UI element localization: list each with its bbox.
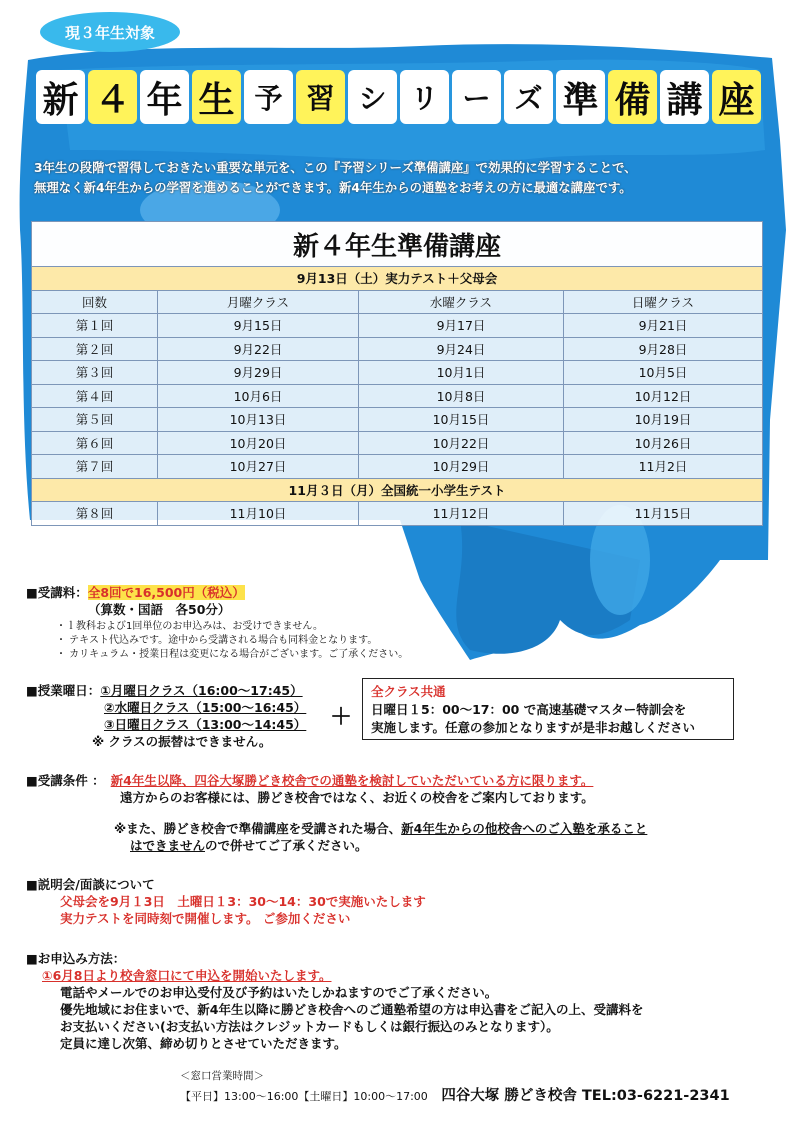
schedule-table: [31, 221, 763, 526]
title-char: ー: [452, 70, 501, 124]
intro-line: 無理なく新4年生からの学習を進めることができます。新4年生からの通塾をお考えの方に最適な講座です。: [34, 180, 632, 195]
fee-note: ・ｌ教科および1回単位のお申込みは、お受けできません。: [56, 621, 323, 632]
wednesday-date: 10月22日: [359, 431, 564, 455]
section-label: ■受講料：: [26, 585, 88, 600]
session-number: 第１回: [32, 314, 158, 338]
wednesday-date: 11月12日: [359, 502, 564, 526]
session-number: 第４回: [32, 384, 158, 408]
wednesday-date: 10月29日: [359, 455, 564, 479]
title-char: 生: [192, 70, 241, 124]
wednesday-date: 10月8日: [359, 384, 564, 408]
title-char: 年: [140, 70, 189, 124]
title-char: 講: [660, 70, 709, 124]
session-number: 第５回: [32, 408, 158, 432]
wednesday-date: 10月1日: [359, 361, 564, 385]
schedule-title: 新４年生準備講座: [32, 222, 763, 267]
title-char: シ: [348, 70, 397, 124]
conditions-note: ので併せてご了承ください。: [205, 838, 368, 853]
plus-sign: ＋: [330, 705, 353, 730]
sunday-date: 10月26日: [564, 431, 763, 455]
session-number: 第７回: [32, 455, 158, 479]
conditions-note-underlined: 新4年生からの他校舎へのご入塾を承ること: [401, 821, 648, 836]
column-header: 水曜クラス: [359, 290, 564, 314]
sunday-date: 11月2日: [564, 455, 763, 479]
wednesday-date: 9月17日: [359, 314, 564, 338]
fee-subjects: （算数・国語 各50分）: [88, 602, 231, 617]
class-item: ③日曜日クラス（13:00～14:45）: [104, 717, 307, 732]
table-row: [32, 455, 763, 479]
title-char: 備: [608, 70, 657, 124]
column-header: 日曜クラス: [564, 290, 763, 314]
sunday-date: 9月28日: [564, 337, 763, 361]
monday-date: 10月27日: [158, 455, 359, 479]
apply-line: お支払いください(お支払い方法はクレジットカードもしくは銀行振込のみとなります）。: [60, 1019, 559, 1034]
fee-note: ・ テキスト代込みです。途中から受講される場合も同料金となります。: [56, 635, 378, 646]
title-char: ４: [88, 70, 137, 124]
briefing-line: 父母会を9月１3日 土曜日１3：30～14：30で実施いたします: [60, 894, 426, 909]
title-char: 新: [36, 70, 85, 124]
title-char: 準: [556, 70, 605, 124]
conditions-note-underlined: はできません: [130, 838, 206, 853]
table-row: [32, 384, 763, 408]
monday-date: 10月6日: [158, 384, 359, 408]
table-row: [32, 361, 763, 385]
wednesday-date: 10月15日: [359, 408, 564, 432]
monday-date: 11月10日: [158, 502, 359, 526]
table-row: [32, 314, 763, 338]
apply-line: 電話やメールでのお申込受付及び予約はいたしかねますのでご了承ください。: [60, 985, 498, 1000]
test-band: 9月13日（土）実力テスト＋父母会: [32, 267, 763, 291]
monday-date: 9月29日: [158, 361, 359, 385]
class-note: ※ クラスの振替はできません。: [92, 734, 272, 749]
column-header: 回数: [32, 290, 158, 314]
office-hours: 【平日】13:00～16:00【土曜日】10:00～17:00: [180, 1090, 428, 1103]
section-label: ■受講条件 ：: [26, 773, 105, 788]
sunday-date: 10月12日: [564, 384, 763, 408]
common-class-box: [362, 678, 734, 740]
apply-line: 定員に達し次第、締め切りとさせていただきます。: [60, 1036, 347, 1051]
session-number: 第３回: [32, 361, 158, 385]
section-label: ■お申込み方法：: [26, 951, 126, 966]
briefing-section: [26, 876, 426, 927]
monday-date: 9月22日: [158, 337, 359, 361]
intro-text: [34, 158, 774, 198]
title-char: リ: [400, 70, 449, 124]
fee-note: ・ カリキュラム・授業日程は変更になる場合がございます。ご了承ください。: [56, 649, 409, 660]
table-row: [32, 408, 763, 432]
page-title: [36, 70, 761, 124]
common-box-line: 実施します。任意の参加となりますが是非お越しください: [371, 720, 696, 735]
conditions-main: 新4年生以降、四谷大塚勝どき校舎での通塾を検討していただいている方に限ります。: [110, 773, 594, 788]
classes-section: [26, 682, 306, 750]
title-char: 習: [296, 70, 345, 124]
table-row: [32, 502, 763, 526]
conditions-sub: 遠方からのお客様には、勝どき校舎ではなく、お近くの校舎をご案内しております。: [120, 790, 594, 805]
monday-date: 9月15日: [158, 314, 359, 338]
footer: [180, 1084, 730, 1105]
session-number: 第２回: [32, 337, 158, 361]
test-band: 11月３日（月）全国統一小学生テスト: [32, 478, 763, 502]
conditions-section: [26, 772, 647, 854]
sunday-date: 10月5日: [564, 361, 763, 385]
title-char: 座: [712, 70, 761, 124]
section-label: ■説明会/面談について: [26, 877, 155, 892]
target-badge: 現３年生対象: [40, 12, 180, 52]
conditions-note: ※また、勝どき校舎で準備講座を受講された場合、: [114, 821, 402, 836]
common-box-line: 日曜日１5：00～17：00 で高速基礎マスター特訓会を: [371, 702, 687, 717]
table-row: [32, 431, 763, 455]
title-char: ズ: [504, 70, 553, 124]
wednesday-date: 9月24日: [359, 337, 564, 361]
section-label: ■授業曜日：: [26, 683, 101, 698]
fee-amount: 全8回で16,500円（税込）: [87, 585, 245, 600]
class-item: ①月曜日クラス（16:00～17:45）: [100, 683, 303, 698]
sunday-date: 10月19日: [564, 408, 763, 432]
column-header: 月曜クラス: [158, 290, 359, 314]
session-number: 第８回: [32, 502, 158, 526]
monday-date: 10月13日: [158, 408, 359, 432]
title-char: 予: [244, 70, 293, 124]
table-row: [32, 337, 763, 361]
fee-section: [26, 584, 408, 662]
intro-line: 3年生の段階で習得しておきたい重要な単元を、この『予習シリーズ準備講座』で効果的に学習することで、: [34, 160, 637, 175]
class-item: ②水曜日クラス（15:00～16:45）: [104, 700, 307, 715]
sunday-date: 9月21日: [564, 314, 763, 338]
apply-line: ①6月8日より校舎窓口にて申込を開始いたします。: [42, 968, 332, 983]
apply-line: 優先地域にお住まいで、新4年生以降に勝どき校舎へのご通塾希望の方は申込書をご記入の上、受講料を: [60, 1002, 644, 1017]
office-hours-label: ＜窓口営業時間＞: [180, 1070, 264, 1082]
apply-section: [26, 950, 643, 1052]
sunday-date: 11月15日: [564, 502, 763, 526]
session-number: 第６回: [32, 431, 158, 455]
briefing-line: 実力テストを同時刻で開催します。 ご参加ください: [60, 911, 351, 926]
monday-date: 10月20日: [158, 431, 359, 455]
school-contact: 四谷大塚 勝どき校舎 TEL:03-6221-2341: [441, 1088, 730, 1104]
common-box-title: 全クラス共通: [371, 684, 446, 699]
